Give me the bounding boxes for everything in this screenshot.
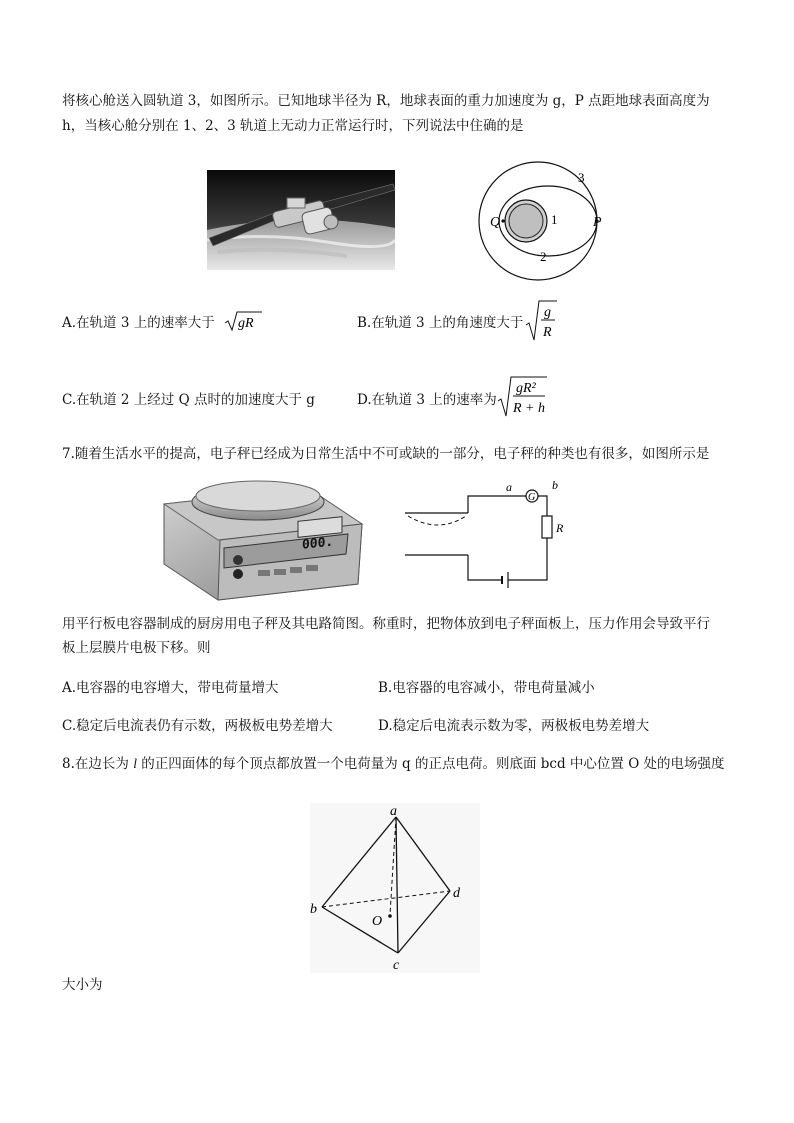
q7-stem-line2: 用平行板电容器制成的厨房用电子秤及其电路简图。称重时，把物体放到电子秤面板上，压力作用会导致平行 xyxy=(62,616,710,632)
point-q-dot xyxy=(501,219,504,222)
label-d: d xyxy=(453,886,460,901)
label-b: b xyxy=(552,478,558,492)
q6-intro-line2: h，当核心舱分别在 1、2、3 轨道上无动力正常运行时，下列说法中住确的是 xyxy=(62,118,524,134)
label-a: a xyxy=(506,480,512,494)
q6-option-d-radical xyxy=(497,375,549,419)
label-a: a xyxy=(390,804,397,819)
label-q: Q xyxy=(490,215,501,230)
svg-text:G: G xyxy=(528,492,536,503)
q8-stem-line2: 大小为 xyxy=(62,977,103,993)
electronic-scale-photo xyxy=(158,474,363,602)
label-2: 2 xyxy=(540,249,547,264)
label-c: c xyxy=(393,958,400,973)
q6-option-d xyxy=(357,391,497,409)
q7-option-b: B.电容器的电容减小，带电荷量减小 xyxy=(378,680,595,696)
q7-option-a: A.电容器的电容增大，带电荷量增大 xyxy=(62,680,279,696)
svg-text:g: g xyxy=(544,305,551,320)
q6-option-b-radical xyxy=(525,299,559,343)
svg-text:gR²: gR² xyxy=(516,381,536,396)
svg-text:gR: gR xyxy=(238,316,254,331)
q6-intro-line1: 将核心舱送入圆轨道 3，如图所示。已知地球半径为 R，地球表面的重力加速度为 g，P 点距地球表面高度为 xyxy=(62,93,710,109)
q6-option-a-radical xyxy=(224,309,264,333)
q6-option-a xyxy=(62,314,215,332)
q7-option-d: D.稳定后电流表示数为零，两极板电势差增大 xyxy=(378,718,650,734)
orbit-1 xyxy=(509,204,543,238)
q6-option-c: C.在轨道 2 上经过 Q 点时的加速度大于 g xyxy=(62,392,315,408)
q7-stem-line1: 7.随着生活水平的提高，电子秤已经成为日常生活中不可或缺的一部分，电子秤的种类也有很多，如图所示是 xyxy=(62,446,710,462)
circuit-diagram xyxy=(400,478,564,588)
space-station-photo xyxy=(207,170,395,270)
label-o: O xyxy=(372,914,383,929)
q6-option-b xyxy=(357,314,523,332)
q6-option-d-text: D.在轨道 3 上的速率为 xyxy=(357,392,497,408)
tetrahedron-diagram xyxy=(310,803,480,973)
q7-option-c: C.稳定后电流表仍有示数，两极板电势差增大 xyxy=(62,718,333,734)
label-p: P xyxy=(593,215,602,230)
q6-option-a-text: A.在轨道 3 上的速率大于 xyxy=(62,315,215,331)
label-3: 3 xyxy=(578,170,585,185)
label-1: 1 xyxy=(551,212,558,227)
capacitor-film-deformed xyxy=(408,516,466,525)
q7-stem-line3: 板上层膜片电极下移。则 xyxy=(62,640,211,656)
q6-option-b-text: B.在轨道 3 上的角速度大于 xyxy=(357,315,524,331)
label-r: R xyxy=(556,521,564,535)
center-o-dot xyxy=(388,914,392,918)
svg-text:000.: 000. xyxy=(302,534,334,553)
resistor-r xyxy=(542,516,552,538)
svg-text:R + h: R + h xyxy=(513,401,545,416)
orbit-diagram xyxy=(460,160,610,280)
label-b: b xyxy=(310,902,317,917)
edge-length-l: l xyxy=(133,756,137,771)
q8-stem-line1: 8.在边长为 l 的正四面体的每个顶点都放置一个电荷量为 q 的正点电荷。则底面 bcd 中心位置 O 处的电场强度 xyxy=(62,756,725,772)
svg-text:R: R xyxy=(543,325,552,340)
